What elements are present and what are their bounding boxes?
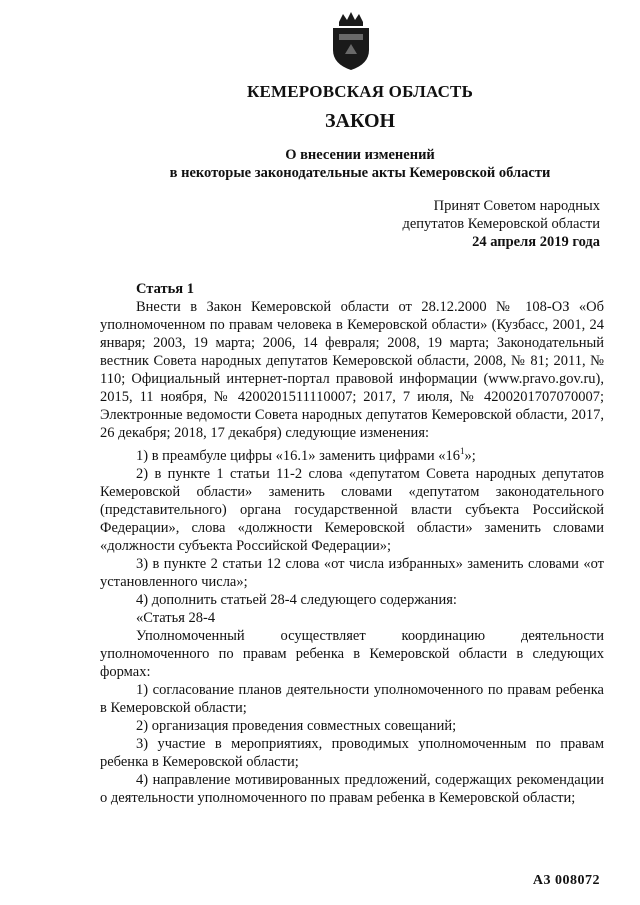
law-body: [100, 280, 604, 807]
form-item-2: 2) организация проведения совместных совещаний;: [136, 717, 457, 734]
adopted-by-line-1: Принят Советом народных: [433, 198, 600, 214]
adoption-date: 24 апреля 2019 года: [472, 234, 600, 250]
amendment-item-1-text: 1) в преамбуле цифры «16.1» заменить цифрами «16: [136, 447, 460, 464]
article-heading: Статья 1: [136, 281, 194, 297]
new-article-heading: «Статья 28-4: [136, 609, 216, 626]
law-title-line-1: О внесении изменений: [285, 147, 435, 163]
adoption-block: [402, 197, 600, 251]
amendment-item-4: 4) дополнить статьей 28-4 следующего содержания:: [136, 591, 457, 608]
amendment-item-3: 3) в пункте 2 статьи 12 слова «от числа избранных» заменить словами «от установленного числа»;: [100, 555, 604, 590]
amendment-item-2: 2) в пункте 1 статьи 11-2 слова «депутатом Совета народных депутатов Кемеровской области» заменить словами «депутатом законодательного (представительного) органа государственной власти субъекта Российской Федерации», слова «должности Кемеровской области» заменить словами «должности субъекта Российской Федерации»;: [100, 465, 604, 554]
kemerovo-coat-of-arms-icon: [325, 10, 377, 72]
adopted-by-line-2: депутатов Кемеровской области: [402, 216, 600, 232]
amendment-intro: Внести в Закон Кемеровской области от 28.12.2000 № 108-ОЗ «Об уполномоченном по правам человека в Кемеровской области» (Кузбасс, 2001, 24 января; 2003, 19 марта; 2006, 14 февраля; 2008, 19 марта; Законодательный вестник Совета народных депутатов Кемеровской области, 2008, № 81; 2011, № 110; Официальный интернет-портал правовой информации (www.pravo.gov.ru), 2015, 11 ноября, № 4200201511110007; 2017, 7 июля, № 4200201707070007; Электронные ведомости Совета народных депутатов Кемеровской области, 2017, 26 декабря; 2018, 17 декабря) следующие изменения:: [100, 299, 604, 441]
region-name: КЕМЕРОВСКАЯ ОБЛАСТЬ: [246, 82, 474, 101]
document-type: ЗАКОН: [324, 110, 396, 132]
superscript-one: 1: [459, 446, 465, 456]
law-title-line-2: в некоторые законодательные акты Кемеровской области: [169, 165, 551, 181]
coordination-paragraph: Уполномоченный осуществляет координацию деятельности уполномоченного по правам ребенка в Кемеровской области в следующих формах:: [100, 627, 604, 680]
law-title: [0, 146, 640, 182]
form-item-3: 3) участие в мероприятиях, проводимых уполномоченным по правам ребенка в Кемеровской области;: [100, 735, 604, 770]
serial-number: А3 008072: [532, 873, 600, 888]
form-item-4: 4) направление мотивированных предложений, содержащих рекомендации о деятельности уполномоченного по правам ребенка в Кемеровской области;: [100, 771, 604, 806]
amendment-item-1-end: »;: [464, 447, 476, 464]
form-item-1: 1) согласование планов деятельности уполномоченного по правам ребенка в Кемеровской области;: [100, 681, 604, 716]
amendment-item-1: [100, 442, 604, 465]
